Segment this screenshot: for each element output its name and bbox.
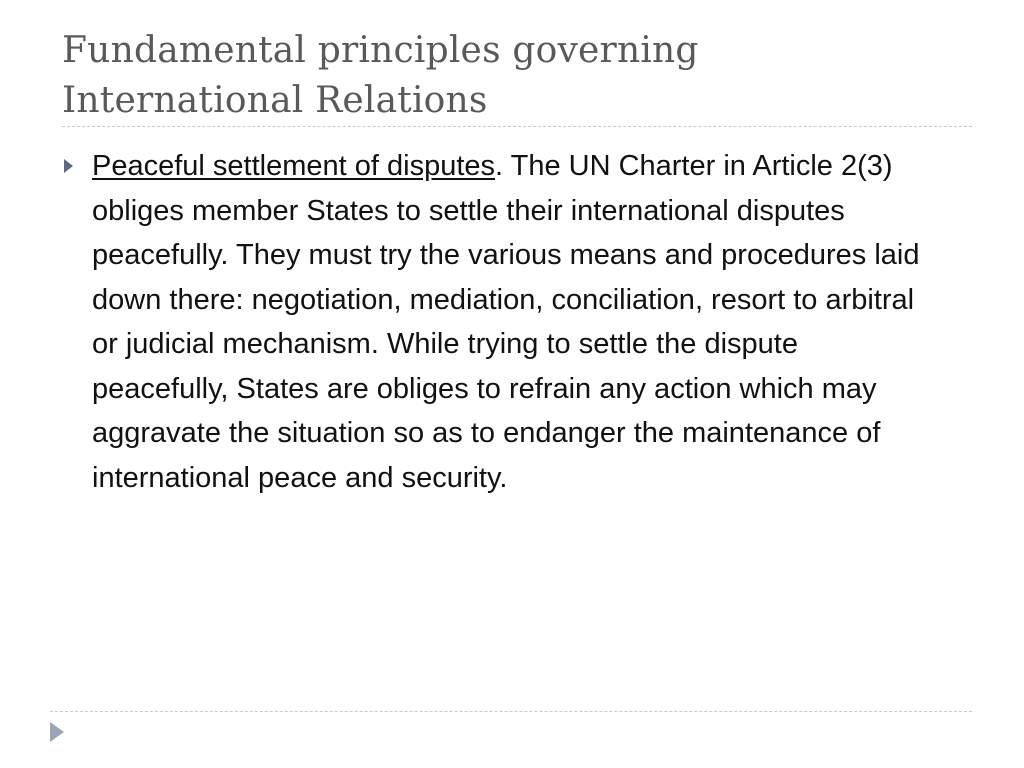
footer-triangle-icon bbox=[50, 722, 64, 742]
slide-title-line-2: International Relations bbox=[62, 80, 488, 121]
bullet-text: . The UN Charter in Article 2(3) obliges member States to settle their international disputes peacefully. They must try the various means and procedures laid down there: negotiation, mediation, conciliation, resort to arbitral or judicial mechanism. While trying to settle the dispute peacefully, States are obliges to refrain any action which may aggravate the situation so as to endanger the maintenance of international peace and security. bbox=[92, 150, 920, 494]
slide-body bbox=[62, 144, 942, 500]
triangle-right-icon bbox=[64, 159, 73, 173]
bullet-item bbox=[62, 144, 942, 500]
bullet-heading: Peaceful settlement of disputes bbox=[92, 150, 496, 182]
footer-divider bbox=[50, 711, 972, 712]
slide-title bbox=[62, 26, 962, 126]
slide-title-line-1: Fundamental principles governing bbox=[62, 30, 699, 71]
title-divider bbox=[62, 126, 972, 127]
